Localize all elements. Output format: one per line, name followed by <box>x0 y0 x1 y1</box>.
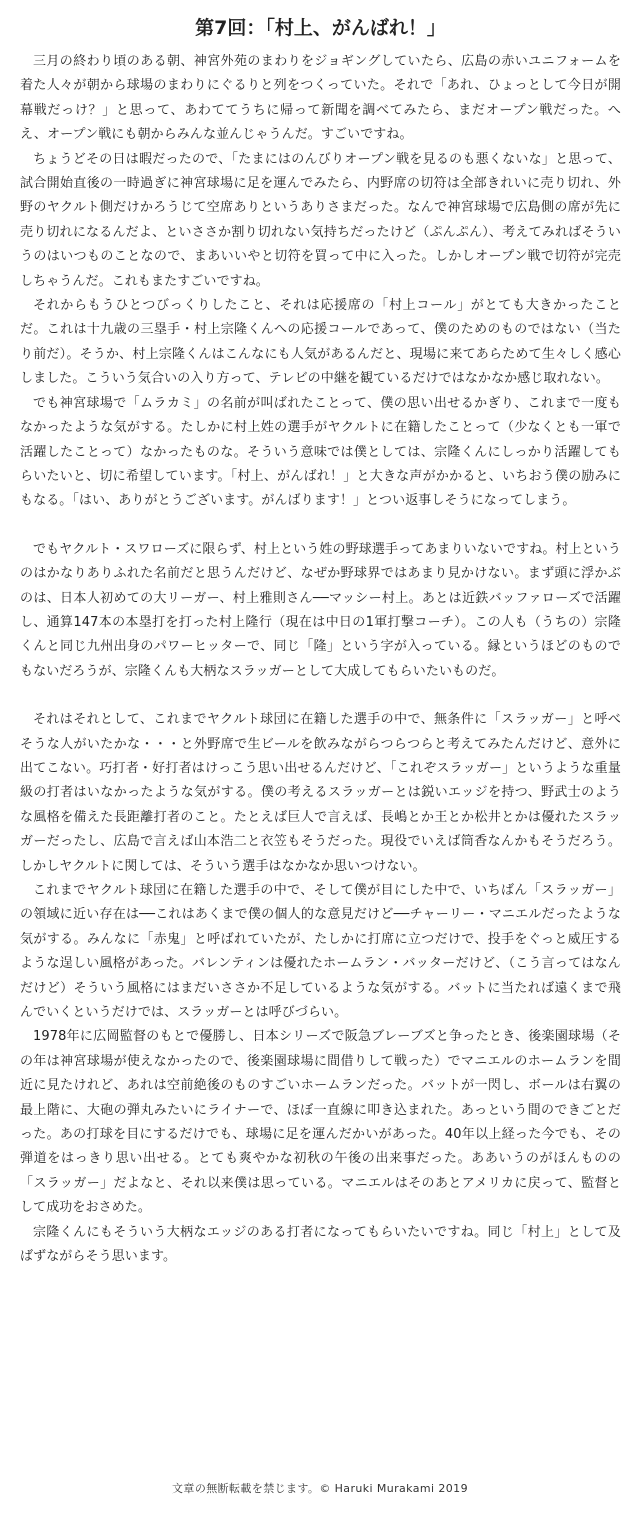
paragraph: 宗隆くんにもそういう大柄なエッジのある打者になってもらいたいですね。同じ「村上」として及ばずながらそう思います。 <box>20 1224 621 1265</box>
paragraph: でも神宮球場で「ムラカミ」の名前が叫ばれたことって、僕の思い出せるかぎり、これまで一度もなかったような気がする。たしかに村上姓の選手がヤクルトに在籍したことって（少なくとも一軍で活躍したことって）なかったものな。そういう意味では僕としては、宗隆くんにしっかり活躍してもらいたいと、切に希望しています。「村上、がんばれ！」と大きな声がかかると、いちおう僕の励みにもなる。「はい、ありがとうございます。がんばります！」とつい返事しそうになってしまう。 <box>20 395 621 509</box>
copyright-notice: 文章の無断転載を禁じます。© Haruki Murakami 2019 <box>172 1482 468 1495</box>
paragraph: ちょうどその日は暇だったので、「たまにはのんびりオープン戦を見るのも悪くないな」と思って、試合開始直後の一時過ぎに神宮球場に足を運んでみたら、内野席の切符は全部きれいに売り切れ、外野のヤクルト側だけかろうじて空席ありというありさまだった。なんで神宮球場で広島側の席が先に売り切れになるんだよ、といささか割り切れない気持ちだったけど（ぷんぷん）、考えてみればそういうのはいつものことなので、まあいいやと切符を買って中に入った。しかしオープン戦で切符が完売しちゃうんだ。これもまたすごいですね。 <box>20 151 621 289</box>
article-body <box>20 50 621 1270</box>
paragraph: でもヤクルト・スワローズに限らず、村上という姓の野球選手ってあまりいないですね。村上というのはかなりありふれた名前だと思うんだけど、なぜか野球界ではあまり見かけない。まず頭に浮かぶのは、日本人初めての大リーガー、村上雅則さん──マッシー村上。あとは近鉄バッファローズで活躍し、通算147本の本塁打を打った村上隆行（現在は中日の1軍打撃コーチ）。この人も（うちの）宗隆くんと同じ九州出身のパワーヒッターで、同じ「隆」という字が入っている。縁というほどのものでもないだろうが、宗隆くんも大柄なスラッガーとして大成してもらいたいものだ。 <box>20 541 621 679</box>
paragraph: それからもうひとつびっくりしたこと、それは応援席の「村上コール」がとても大きかったことだ。これは十九歳の三塁手・村上宗隆くんへの応援コールであって、僕のためのものではない（当たり前だ）。そうか、村上宗隆くんはこんなにも人気があるんだと、現場に来てあらためて生々しく感心しました。こういう気合いの入り方って、テレビの中継を観ているだけではなかなか感じ取れない。 <box>20 298 621 387</box>
paragraph: 三月の終わり頃のある朝、神宮外苑のまわりをジョギングしていたら、広島の赤いユニフォームを着た人々が朝から球場のまわりにぐるりと列をつくっていた。それで「あれ、ひょっとして今日が開幕戦だっけ？」と思って、あわててうちに帰って新聞を調べてみたら、まだオープン戦だった。へえ、オープン戦にも朝からみんな並んじゃうんだ。すごいですね。 <box>20 54 621 143</box>
paragraph: それはそれとして、これまでヤクルト球団に在籍した選手の中で、無条件に「スラッガー」と呼べそうな人がいたかな・・・と外野席で生ビールを飲みながらつらつらと考えてみたんだけど、意外に出てこない。巧打者・好打者はけっこう思い出せるんだけど、「これぞスラッガー」というような重量級の打者はいなかったような気がする。僕の考えるスラッガーとは鋭いエッジを持つ、野武士のような風格を備えた長距離打者のこと。たとえば巨人で言えば、長嶋とか王とか松井とかは優れたスラッガーだったし、広島で言えば山本浩二と衣笠もそうだった。現役でいえば筒香なんかもそうだろう。しかしヤクルトに関しては、そういう選手はなかなか思いつけない。 <box>20 712 621 874</box>
article-title: 第7回：「村上、がんばれ！」 <box>195 17 446 39</box>
paragraph: 1978年に広岡監督のもとで優勝し、日本シリーズで阪急ブレーブズと争ったとき、後楽園球場（その年は神宮球場が使えなかったので、後楽園球場に間借りして戦った）でマニエルのホームランを間近に見たけれど、あれは空前絶後のものすごいホームランだった。バットが一閃し、ボールは右翼の最上階に、大砲の弾丸みたいにライナーで、ほぼ一直線に叩き込まれた。あっという間のできごとだった。あの打球を目にするだけでも、球場に足を運んだかいがあった。40年以上経った今でも、その弾道をはっきり思い出せる。とても爽やかな初秋の午後の出来事だった。ああいうのがほんものの「スラッガー」だよなと、それ以来僕は思っている。マニエルはそのあとアメリカに戻って、監督として成功をおさめた。 <box>20 1029 621 1216</box>
paragraph: これまでヤクルト球団に在籍した選手の中で、そして僕が目にした中で、いちばん「スラッガー」の領域に近い存在は──これはあくまで僕の個人的な意見だけど──チャーリー・マニエルだったような気がする。みんなに「赤鬼」と呼ばれていたが、たしかに打席に立つだけで、投手をぐっと威圧するような逞しい風格があった。バレンティンは優れたホームラン・バッターだけど、（こう言ってはなんだけど）そういう風格にはまだいささか不足しているような気がする。バットに当たれば遠くまで飛んでいくというだけでは、スラッガーとは呼びづらい。 <box>20 883 621 1021</box>
